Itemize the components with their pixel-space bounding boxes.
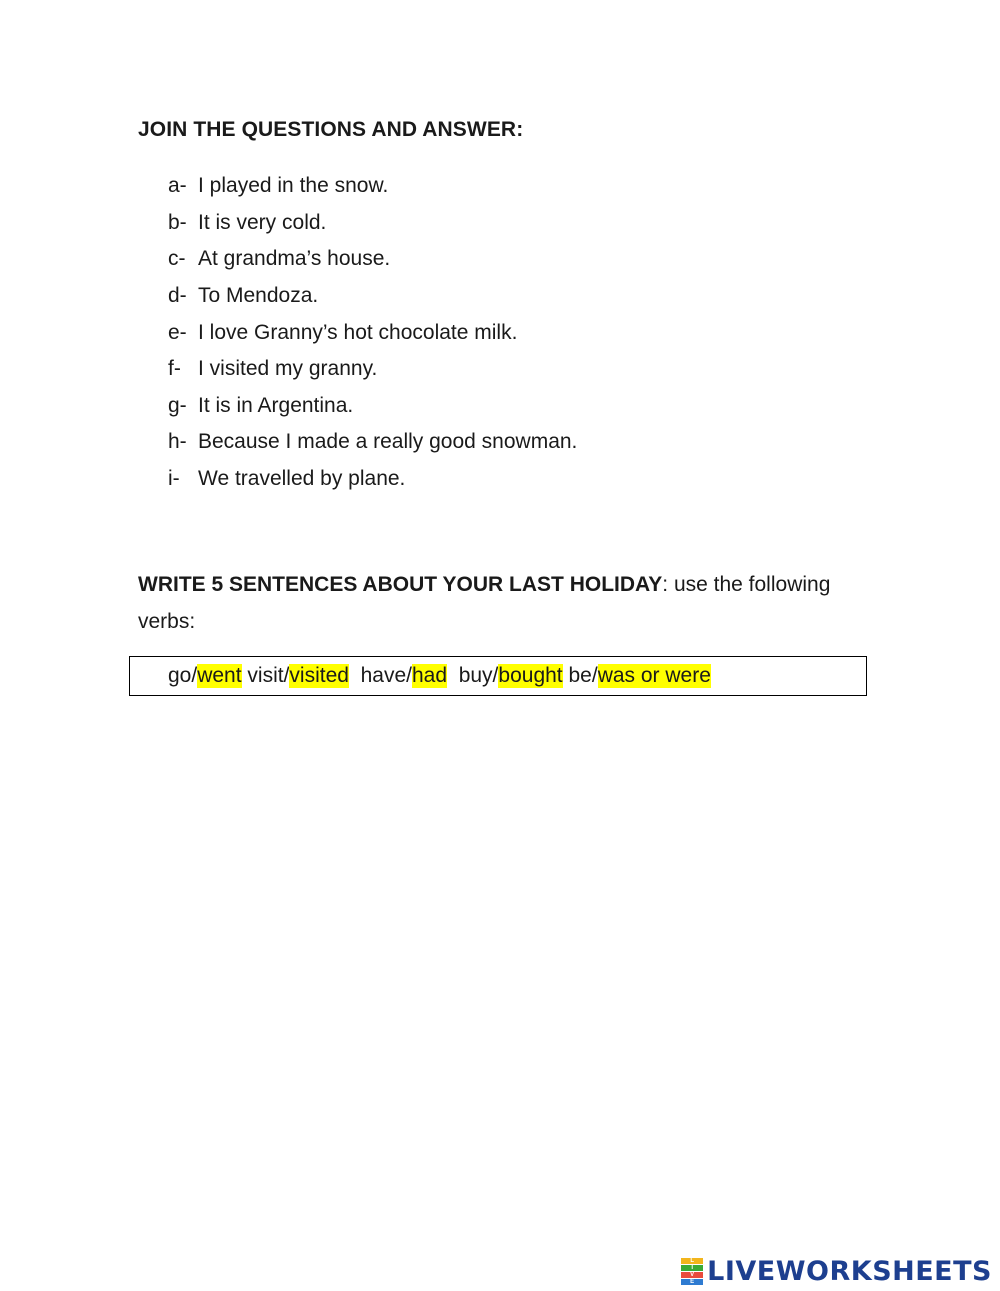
answer-letter: a-	[168, 174, 187, 198]
verb-separator	[349, 664, 361, 688]
answer-item	[168, 241, 577, 278]
logo-mark-icon	[681, 1258, 703, 1284]
verb-base: buy/	[458, 664, 499, 687]
logo-mark-letter: L	[681, 1258, 703, 1264]
section-title-write-bold: WRITE 5 SENTENCES ABOUT YOUR LAST HOLIDAY	[138, 573, 663, 596]
answer-text: We travelled by plane.	[198, 467, 406, 491]
answer-text: To Mendoza.	[198, 284, 319, 308]
answer-letter: i-	[168, 467, 180, 491]
answer-letter: e-	[168, 320, 187, 344]
logo-mark-letter: E	[681, 1279, 703, 1285]
answer-item	[168, 168, 577, 205]
answer-text: I played in the snow.	[198, 174, 389, 198]
answer-text: I love Granny’s hot chocolate milk.	[198, 320, 518, 344]
answer-text: It is very cold.	[198, 210, 327, 234]
verb-separator	[447, 664, 459, 688]
answer-letter: f-	[168, 357, 181, 381]
verb-base: be/	[568, 664, 598, 687]
answer-text: It is in Argentina.	[198, 393, 354, 417]
section-title-write-rest: : use the following verbs:	[138, 573, 831, 633]
answer-letter: d-	[168, 284, 187, 308]
answer-letter: h-	[168, 430, 187, 454]
section-title-write	[138, 566, 838, 640]
answer-item	[168, 205, 577, 242]
answer-letter: g-	[168, 393, 187, 417]
verb-past-highlight: visited	[289, 664, 349, 687]
answer-item	[168, 314, 577, 351]
answer-letter: b-	[168, 210, 187, 234]
verb-past-highlight: was or were	[597, 664, 711, 687]
verb-base: visit/	[247, 664, 290, 687]
verbs-box	[129, 656, 867, 696]
answer-text: Because I made a really good snowman.	[198, 430, 578, 454]
answer-letter: c-	[168, 247, 186, 271]
verb-base: go/	[168, 664, 198, 687]
logo-mark-letter: V	[681, 1272, 703, 1278]
verb-past-highlight: bought	[498, 664, 563, 687]
liveworksheets-logo	[681, 1256, 992, 1286]
answer-text: At grandma’s house.	[198, 247, 391, 271]
verb-past-highlight: had	[411, 664, 448, 687]
section-title-join: JOIN THE QUESTIONS AND ANSWER:	[138, 118, 524, 141]
answer-item	[168, 388, 577, 425]
answer-text: I visited my granny.	[198, 357, 378, 381]
logo-mark-letter: I	[681, 1265, 703, 1271]
answer-item	[168, 278, 577, 315]
verb-past-highlight: went	[197, 664, 242, 687]
answer-item	[168, 424, 577, 461]
verb-base: have/	[360, 664, 412, 687]
answer-item	[168, 461, 577, 498]
answers-list	[168, 168, 577, 497]
logo-text: LIVEWORKSHEETS	[707, 1255, 992, 1287]
answer-item	[168, 351, 577, 388]
